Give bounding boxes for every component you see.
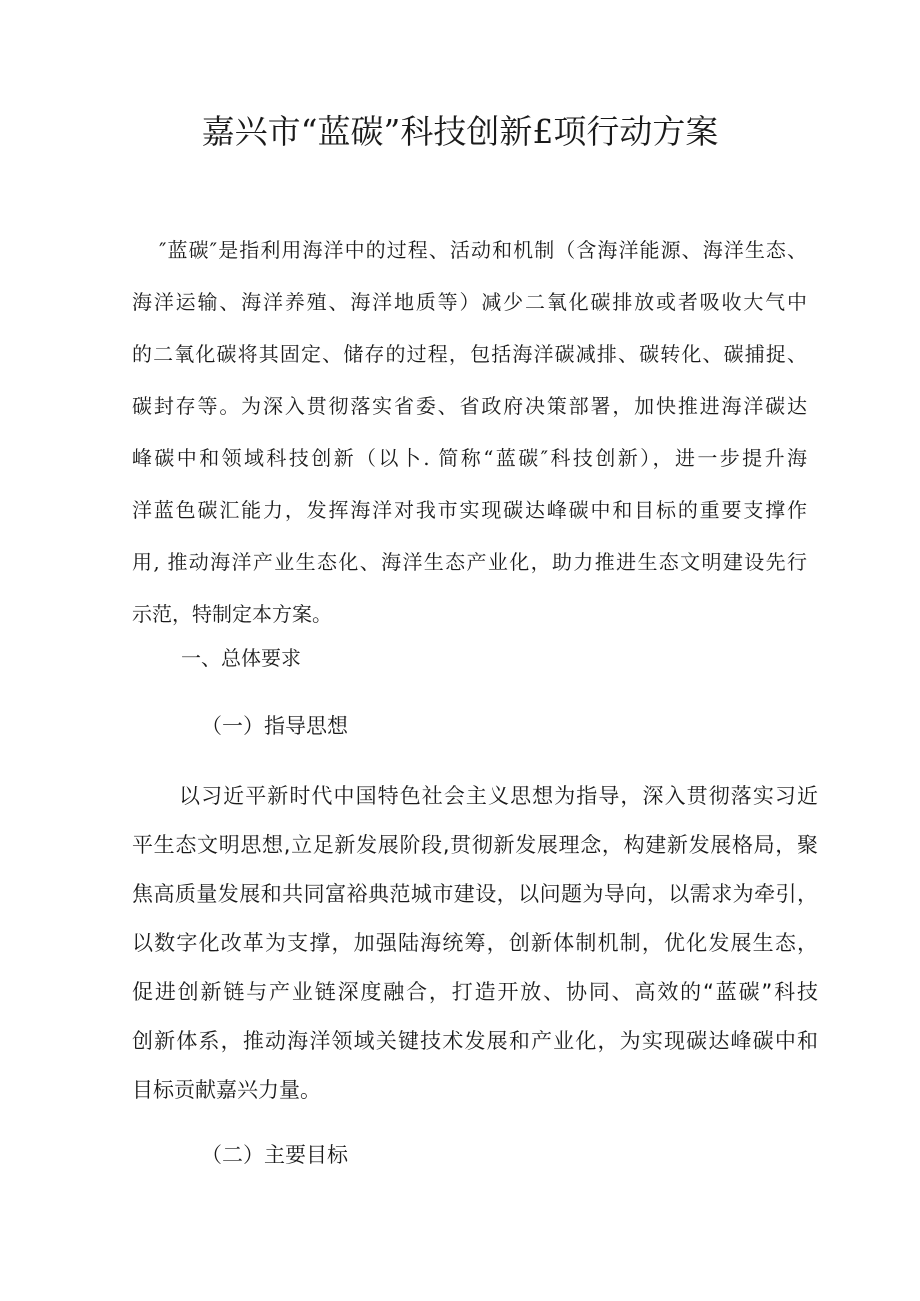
subsection-heading-guiding-ideology: （一）指导思想 xyxy=(201,714,348,738)
paragraph-line: 海洋运输、海洋养殖、海洋地质等）减少二氧化碳排放或者吸收大气中 xyxy=(132,290,807,314)
guiding-ideology-paragraph xyxy=(132,772,818,1115)
document-title: 嘉兴市“蓝碳”科技创新£项行动方案 xyxy=(201,112,719,151)
subsection-heading-main-goals: （二）主要目标 xyxy=(201,1143,348,1167)
paragraph-line: 以数字化改革为支撑，加强陆海统筹，创新体制机制，优化发展生态， xyxy=(132,931,818,955)
paragraph-line: 洋蓝色碳汇能力，发挥海洋对我市实现碳达峰碳中和目标的重要支撑作 xyxy=(132,498,807,522)
paragraph-line: 目标贡献嘉兴力量。 xyxy=(132,1078,321,1102)
paragraph-line: 用, 推动海洋产业生态化、海洋生态产业化，助力推进生态文明建设先行 xyxy=(132,550,807,574)
paragraph-line: ″蓝碳″是指利用海洋中的过程、活动和机制（含海洋能源、海洋生态、 xyxy=(159,238,807,262)
paragraph-line: 促进创新链与产业链深度融合，打造开放、协同、高效的“蓝碳”科技 xyxy=(132,980,818,1004)
section-heading-overall-requirements: 一、总体要求 xyxy=(181,646,301,670)
paragraph-line: 平生态文明思想,立足新发展阶段,贯彻新发展理念，构建新发展格局，聚 xyxy=(132,833,818,857)
paragraph-line: 焦高质量发展和共同富裕典范城市建设，以问题为导向，以需求为牵引， xyxy=(132,882,818,906)
paragraph-line: 以习近平新时代中国特色社会主义思想为指导，深入贯彻落实习近 xyxy=(179,784,818,808)
paragraph-line: 示范，特制定本方案。 xyxy=(132,602,332,626)
paragraph-line: 峰碳中和领域科技创新（以卜. 简称“蓝碳″科技创新），进一步提升海 xyxy=(132,446,807,470)
intro-paragraph xyxy=(132,224,807,640)
paragraph-line: 的二氧化碳将其固定、储存的过程，包括海洋碳减排、碳转化、碳捕捉、 xyxy=(132,342,807,366)
paragraph-line: 碳封存等。为深入贯彻落实省委、省政府决策部署，加快推进海洋碳达 xyxy=(132,394,807,418)
paragraph-line: 创新体系，推动海洋领域关键技术发展和产业化，为实现碳达峰碳中和 xyxy=(132,1029,818,1053)
